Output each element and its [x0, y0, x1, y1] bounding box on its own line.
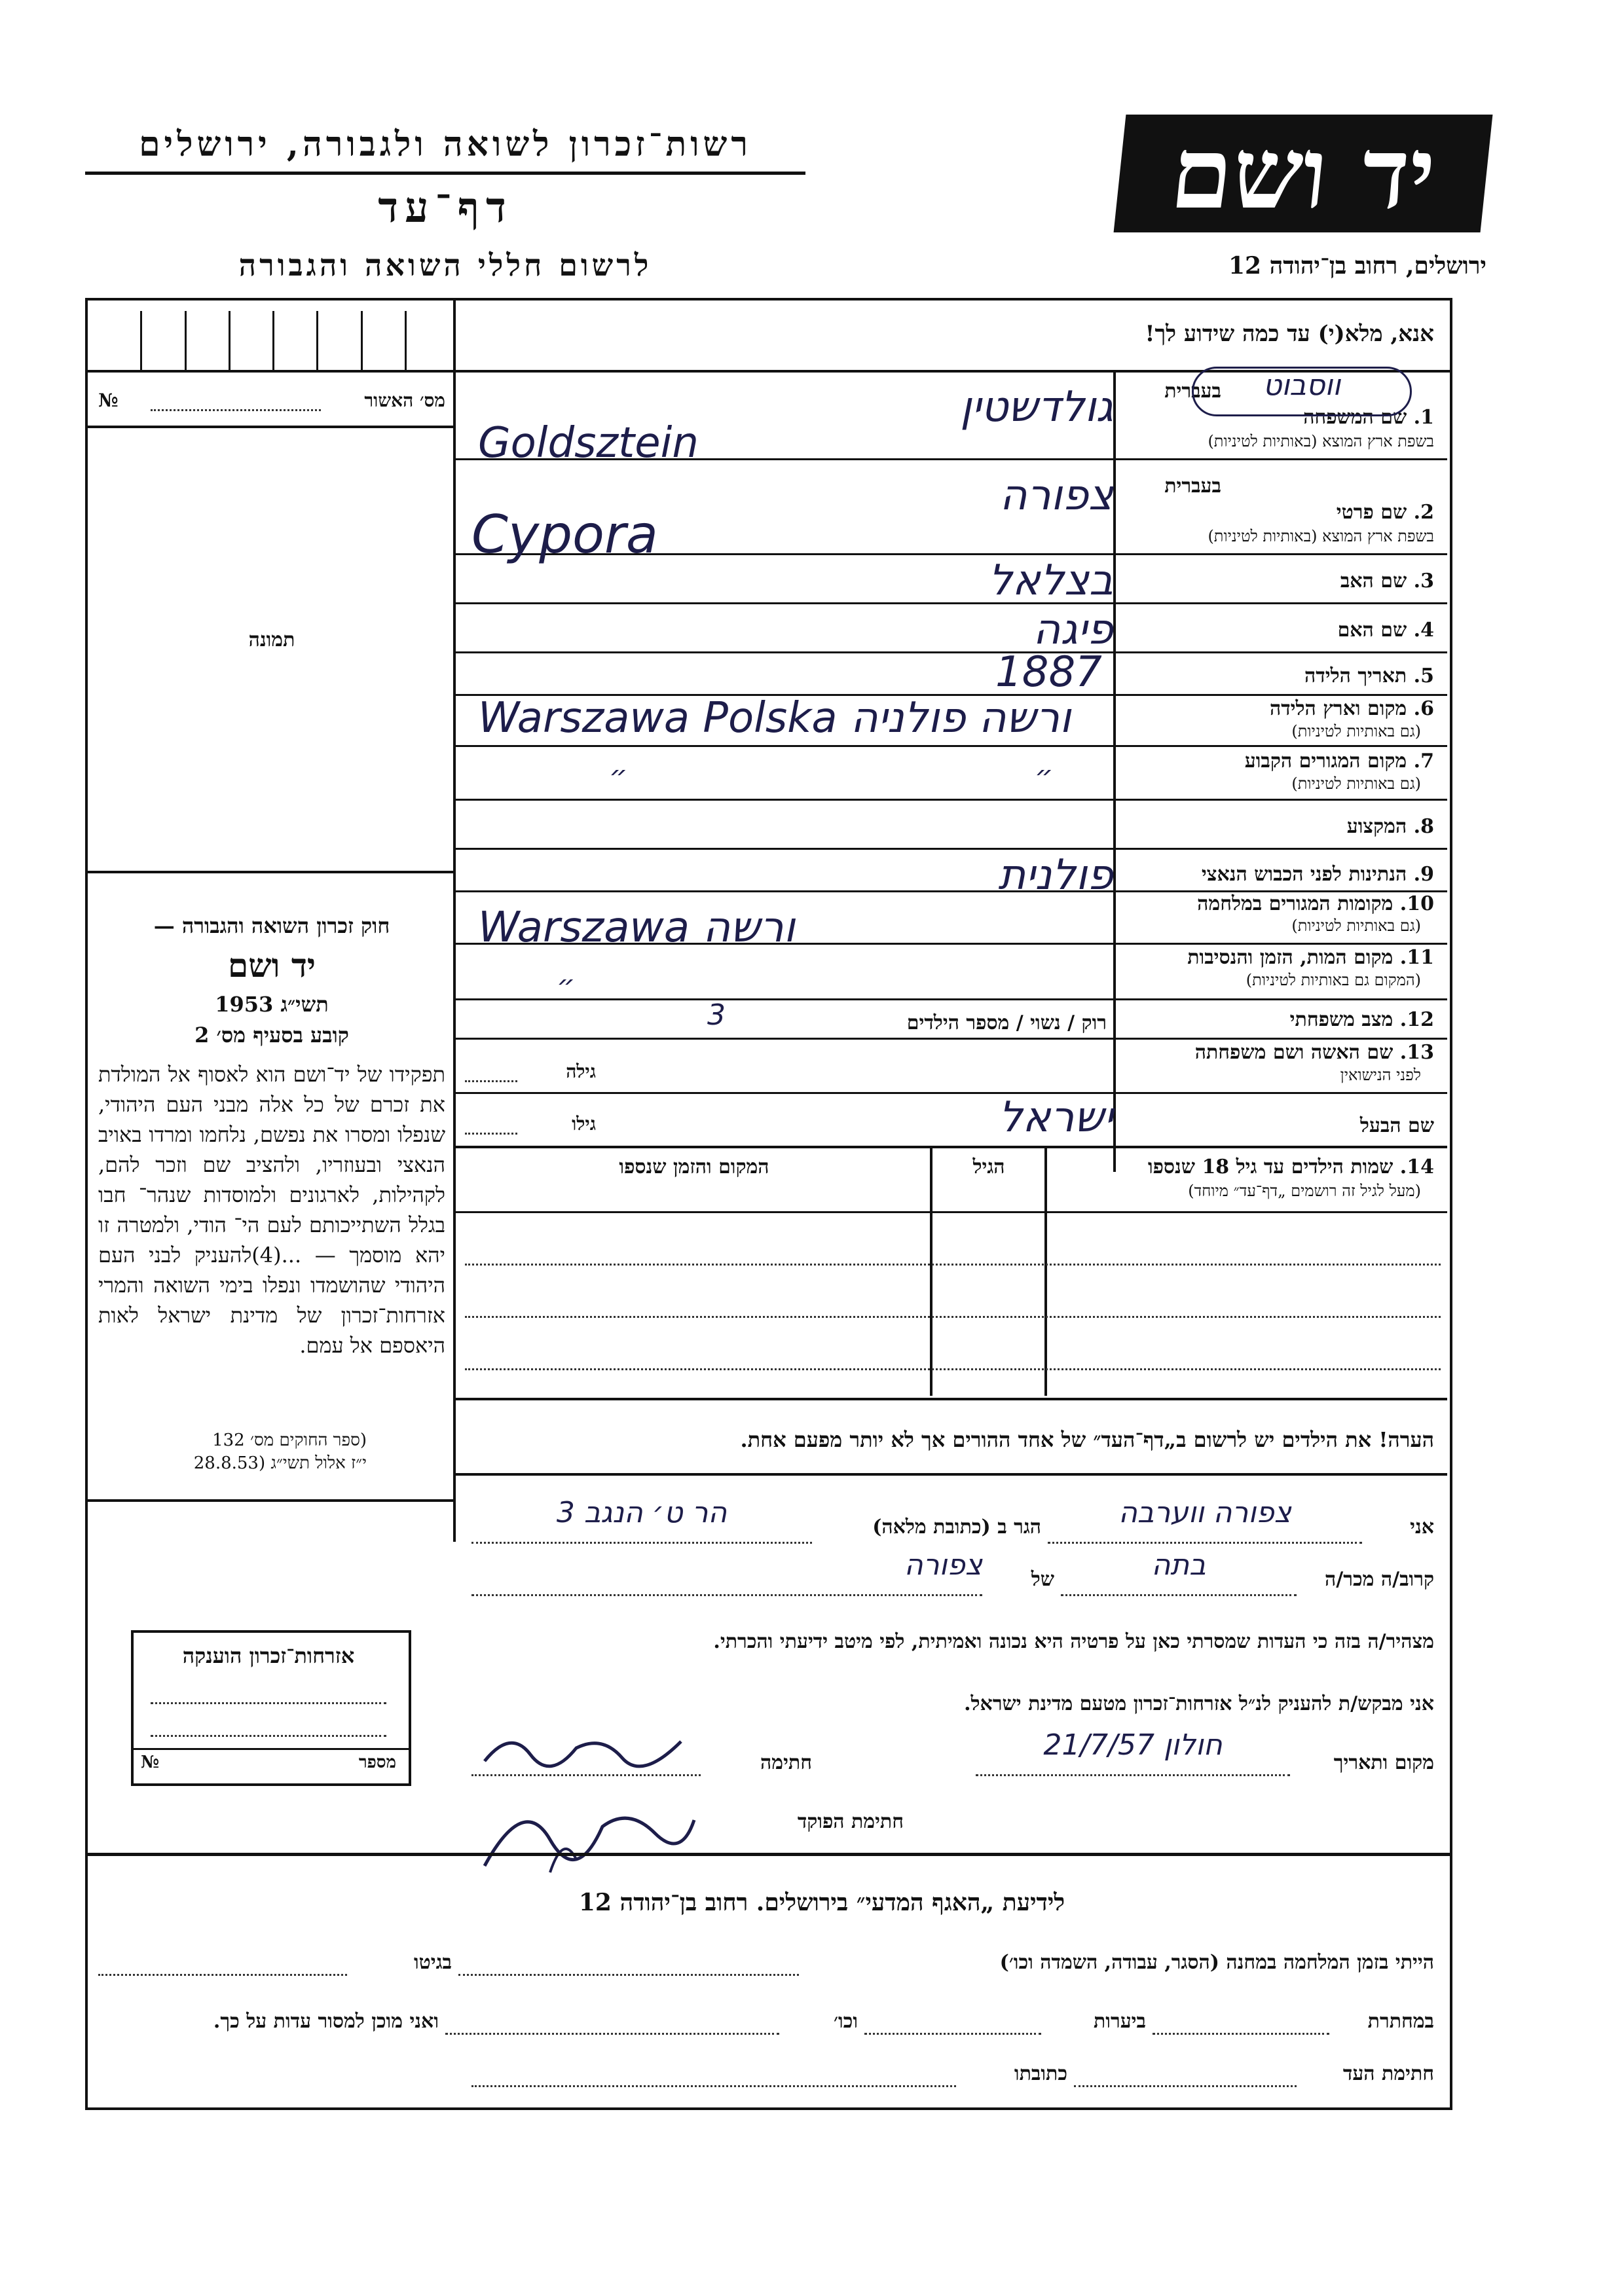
wartime-place: Warszawa ורשה — [478, 903, 796, 952]
field-11-label: מקום המות, הזמן והנסיבות — [1187, 946, 1393, 969]
approval-boxes — [98, 311, 449, 370]
value-rule-12 — [456, 1038, 1113, 1040]
footer-line2-b: ביערות — [1093, 2010, 1146, 2033]
children-col-divider-2 — [1044, 1147, 1047, 1396]
field-6-label-row — [1126, 697, 1434, 721]
family-heb-tag: בעברית — [1164, 380, 1221, 403]
declaration-statement: מצהיר/ה בזה כי העדות שמסרתי כאן על פרטיה היא נכונה ואמיתית, לפי מיטב ידיעתי והכרתי. — [713, 1630, 1434, 1653]
citizenship-dotted-1 — [151, 1702, 386, 1704]
declarant-signature — [471, 1715, 707, 1781]
field-2-num: 2. — [1413, 501, 1434, 524]
field-14-label-row — [1048, 1156, 1434, 1179]
children-col-divider-1 — [930, 1147, 932, 1396]
children-age-col: הגיל — [972, 1156, 1005, 1178]
field-7-sub: (גם באותיות לטיניות) — [1291, 774, 1421, 793]
field-11-num: 11. — [1399, 946, 1434, 969]
field-3-label-row — [1126, 570, 1434, 593]
approval-rule — [85, 426, 455, 428]
field-10-rule — [1113, 943, 1447, 945]
first-name-latin: Cypora — [471, 504, 658, 565]
footer-line1-a: הייתי בזמן המלחמה במחנה (הסגר, עבודה, השמדה וכו׳) — [999, 1951, 1434, 1974]
header-rule — [85, 172, 805, 175]
photo-label: תמונה — [248, 629, 295, 651]
field-8-label: המקצוע — [1346, 815, 1407, 838]
children-place-col: המקום והזמן שנספו — [619, 1156, 769, 1178]
field-3-num: 3. — [1413, 570, 1434, 592]
field-2-rule — [1113, 553, 1447, 555]
footer-line1-dotted-2 — [98, 1974, 347, 1976]
field-2-label: שם פרטי — [1336, 501, 1407, 524]
inspector-signature-label: חתימת הפוקד — [797, 1810, 904, 1833]
relative-label: קרוב/ה מכר/ה — [1325, 1568, 1434, 1591]
footer-rule — [85, 1853, 1450, 1856]
of-name-value: צפורה — [904, 1548, 982, 1582]
field-13-num: 13. — [1399, 1041, 1434, 1064]
footer-line1-dotted — [458, 1974, 799, 1976]
form-subtitle: לרשום חללי השואה והגבורה — [238, 247, 652, 283]
husband-rule — [456, 1146, 1447, 1148]
field-9-num: 9. — [1413, 863, 1434, 886]
field-1-num: 1. — [1413, 406, 1434, 429]
citizenship-title: אזרחות־זכרון הוענקה — [182, 1643, 355, 1668]
field-13-label-row — [1126, 1041, 1434, 1065]
intro-text: אנא, מלא(י) עד כמה שידוע לך! — [1145, 321, 1434, 347]
signature-label: חתימה — [760, 1751, 812, 1774]
marital-status-options: רוק / נשוי / מספר הילדים — [906, 1011, 1107, 1034]
field-4-label: שם האם — [1337, 619, 1407, 642]
law-year: תשי״ג 1953 — [215, 992, 329, 1017]
of-label: של — [1031, 1568, 1054, 1591]
approval-no-row — [98, 390, 445, 412]
relation-value: בתה — [1151, 1548, 1206, 1582]
inspector-signature — [471, 1781, 707, 1886]
footer-line3-a: חתימת העד — [1342, 2062, 1434, 2085]
declarant-line — [1048, 1542, 1362, 1544]
remark: הערה! את הילדים יש לרשום ב„דף־העד״ של אחד ההורים אך לא יותר מפעם אחת. — [740, 1427, 1434, 1452]
husband-label: שם הבעל — [1359, 1114, 1434, 1137]
field-9-label: הנתינות לפני הכבוש הנאצי — [1201, 863, 1407, 886]
field-13-label: שם האשה ושם משפחתה — [1194, 1041, 1393, 1064]
field-7-label: מקום המגורים הקבוע — [1244, 750, 1407, 773]
field-11-rule — [1113, 998, 1447, 1000]
field-11-sub: (המקום גם באותיות לטיניות) — [1246, 971, 1421, 989]
footer-line2-dotted-c — [445, 2033, 779, 2035]
field-8-num: 8. — [1413, 815, 1434, 838]
field-6-num: 6. — [1413, 697, 1434, 720]
field-13-rule — [1113, 1092, 1447, 1094]
place-date-line — [976, 1774, 1290, 1776]
residence-ditto-2: ״ — [1035, 759, 1054, 793]
field-1-label: שם המשפחה — [1303, 406, 1407, 429]
field-11-label-row — [1126, 946, 1434, 970]
declaration-request: אני מבקש/ת להעניק לנ״ל אזרחות־זכרון מטעם מדינת ישראל. — [964, 1692, 1434, 1715]
field-10-num: 10. — [1399, 892, 1434, 915]
footer-line2-d: ואני מוכן למסור עדות על כך. — [213, 2010, 439, 2033]
law-text: תפקידו של יד־ושם הוא לאסוף אל המולדת את זכרם של כל אלה מבני העם היהודי, שנפלו ומסרו את נפשם, נלחמו ומרדו באויב הנאצי ובעוזריו, ולהציב שם וזכר להם, לקהילות, לארגונים ולמוסדות שנהר־ חבו בגלל השתייכותם לעם הי־ הודי, ולמטרה זו יהא מוסמך — ...(4)להעניק לבני העם היהודי שהושמדו ונפלו בימי השואה והמרי אזרחות־זכרון של מדינת ישראל לאות היאספם אל עמם. — [98, 1062, 446, 1358]
footer-line3-b: כתובתו — [1014, 2062, 1067, 2085]
field-3-rule — [1113, 602, 1447, 604]
first-heb-tag: בעברית — [1164, 475, 1221, 498]
place-date-label: מקום ותאריך — [1333, 1751, 1434, 1774]
of-name-line — [471, 1594, 982, 1596]
birth-date: 1887 — [995, 648, 1102, 697]
field-1-rule — [1113, 458, 1447, 460]
field-9-label-row — [1126, 863, 1434, 886]
form-title: דף־עד — [378, 183, 513, 232]
children-row-1 — [465, 1264, 1441, 1266]
citizenship-no-label: מספר — [358, 1753, 396, 1772]
birth-place: Warszawa Polska ורשה פולניה — [478, 694, 1071, 742]
footer-line2-a: במחתרת — [1367, 2010, 1434, 2033]
field-10-label-row — [1126, 892, 1434, 916]
footer-line1-b: בגיטו — [413, 1951, 452, 1974]
value-rule-6 — [456, 745, 1113, 747]
declarant-i-label: אני — [1410, 1516, 1434, 1539]
footer-line3-dotted-b — [471, 2085, 956, 2087]
children-row-2 — [465, 1316, 1441, 1318]
field-2-sub: בשפת ארץ המוצא (באותיות לטיניות) — [1208, 527, 1434, 545]
children-row-3 — [465, 1368, 1441, 1370]
family-name-heb: גולדשטין — [960, 383, 1113, 431]
approval-no-label: מס׳ האשור — [364, 390, 445, 411]
field-4-label-row — [1126, 619, 1434, 642]
footer-line3-dotted-a — [1074, 2085, 1297, 2087]
citizenship-dotted-2 — [151, 1735, 386, 1737]
wife-age-line — [465, 1080, 517, 1082]
place-date-value: חולון 21/7/57 — [1043, 1728, 1223, 1762]
field-14-num: 14. — [1399, 1156, 1434, 1178]
label-column-divider — [1113, 370, 1116, 1172]
children-count: 3 — [707, 998, 726, 1032]
field-10-label: מקומות המגורים במלחמה — [1197, 892, 1393, 915]
left-panel-bottom-rule — [85, 1499, 455, 1502]
field-8-label-row — [1126, 815, 1434, 839]
approval-no-sign: № — [98, 390, 119, 411]
death-place-ditto: ״ — [557, 969, 576, 1002]
footer-line2-c: וכו׳ — [834, 2010, 858, 2033]
citizenship-no-sign: № — [141, 1753, 160, 1772]
field-2-label-row — [1126, 501, 1434, 524]
approval-no-line — [151, 409, 321, 411]
husband-age-line — [465, 1133, 517, 1135]
family-name-heb-alt: ווסבוט — [1192, 367, 1412, 416]
photo-rule — [85, 871, 455, 873]
husband-name: ישראל — [999, 1093, 1113, 1142]
wife-age-label: גילה — [566, 1061, 596, 1082]
citizenship-inner-rule — [131, 1748, 409, 1750]
children-header-rule — [456, 1211, 1447, 1213]
law-title: חוק זכרון השואה והגבורה — — [153, 913, 390, 938]
first-name-heb: צפורה — [999, 471, 1113, 520]
field-5-rule — [1113, 694, 1447, 696]
authority-name: רשות־זכרון לשואה ולגבורה, ירושלים — [139, 124, 752, 164]
field-13-sub: לפני הנישואין — [1340, 1066, 1421, 1084]
mother-name: פיגה — [1033, 606, 1113, 654]
value-rule-7 — [456, 799, 1113, 801]
remark-rule — [456, 1473, 1447, 1476]
husband-age-label: גילו — [572, 1113, 596, 1135]
law-clause: קובע בסעיף מס׳ 2 — [194, 1023, 349, 1048]
footer-title: לידיעת „האגף המדעי״ בירושלים. רחוב בן־יהודה 12 — [578, 1889, 1065, 1916]
declarant-address: הר ט׳ הנגב 3 — [556, 1496, 728, 1529]
field-12-rule — [1113, 1038, 1447, 1040]
field-8-rule — [1113, 848, 1447, 850]
header-address: ירושלים, רחוב בן־יהודה 12 — [1228, 252, 1486, 280]
footer-line2-dotted-b — [864, 2033, 1041, 2035]
resides-label: הגר ב (כתובת מלאה) — [872, 1516, 1041, 1539]
citizenship-no-row — [141, 1753, 396, 1772]
field-5-label: תאריך הלידה — [1304, 665, 1407, 687]
law-name: יד ושם — [228, 946, 316, 985]
field-6-sub: (גם באותיות לטיניות) — [1291, 722, 1421, 740]
children-table-bottom — [456, 1398, 1447, 1400]
law-ref-1: (ספר החוקים מס׳ 132 — [212, 1430, 367, 1450]
address-line — [471, 1542, 812, 1544]
field-7-label-row — [1126, 750, 1434, 773]
citizenship-value: פולנית — [998, 851, 1113, 900]
field-12-label-row — [1126, 1008, 1434, 1032]
field-1-sub: בשפת ארץ המוצא (באותיות לטיניות) — [1208, 432, 1434, 450]
field-14-label: שמות הילדים עד גיל 18 שנספו — [1147, 1156, 1393, 1178]
yad-vashem-logo: יד ושם — [1114, 115, 1493, 232]
law-ref-2: י״ז אלול תשי״ג (28.8.53 — [193, 1453, 367, 1473]
value-rule-8 — [456, 848, 1113, 850]
field-7-rule — [1113, 799, 1447, 801]
residence-ditto-1: ״ — [609, 759, 628, 793]
footer-line2-dotted-a — [1153, 2033, 1329, 2035]
relation-line — [1061, 1594, 1297, 1596]
field-14-sub: (מעל לגיל זה רושמים „דף־עד״ מיוחד) — [1188, 1182, 1421, 1200]
field-6-label: מקום וארץ הלידה — [1269, 697, 1407, 720]
left-column-divider — [453, 298, 456, 1542]
field-10-sub: (גם באותיות לטיניות) — [1291, 917, 1421, 935]
field-12-num: 12. — [1399, 1008, 1434, 1031]
family-name-latin: Goldsztein — [478, 419, 699, 467]
field-6-rule — [1113, 745, 1447, 747]
field-5-label-row — [1126, 665, 1434, 688]
field-7-num: 7. — [1413, 750, 1434, 773]
declarant-name: צפורה ווערבה — [1118, 1496, 1291, 1529]
field-4-rule — [1113, 651, 1447, 653]
value-rule-11 — [456, 998, 1113, 1000]
field-3-label: שם האב — [1340, 570, 1407, 592]
father-name: בצלאל — [988, 556, 1113, 605]
field-4-num: 4. — [1413, 619, 1434, 642]
field-12-label: מצב משפחתי — [1289, 1008, 1393, 1031]
field-5-num: 5. — [1413, 665, 1434, 687]
husband-label-row — [1126, 1114, 1434, 1138]
